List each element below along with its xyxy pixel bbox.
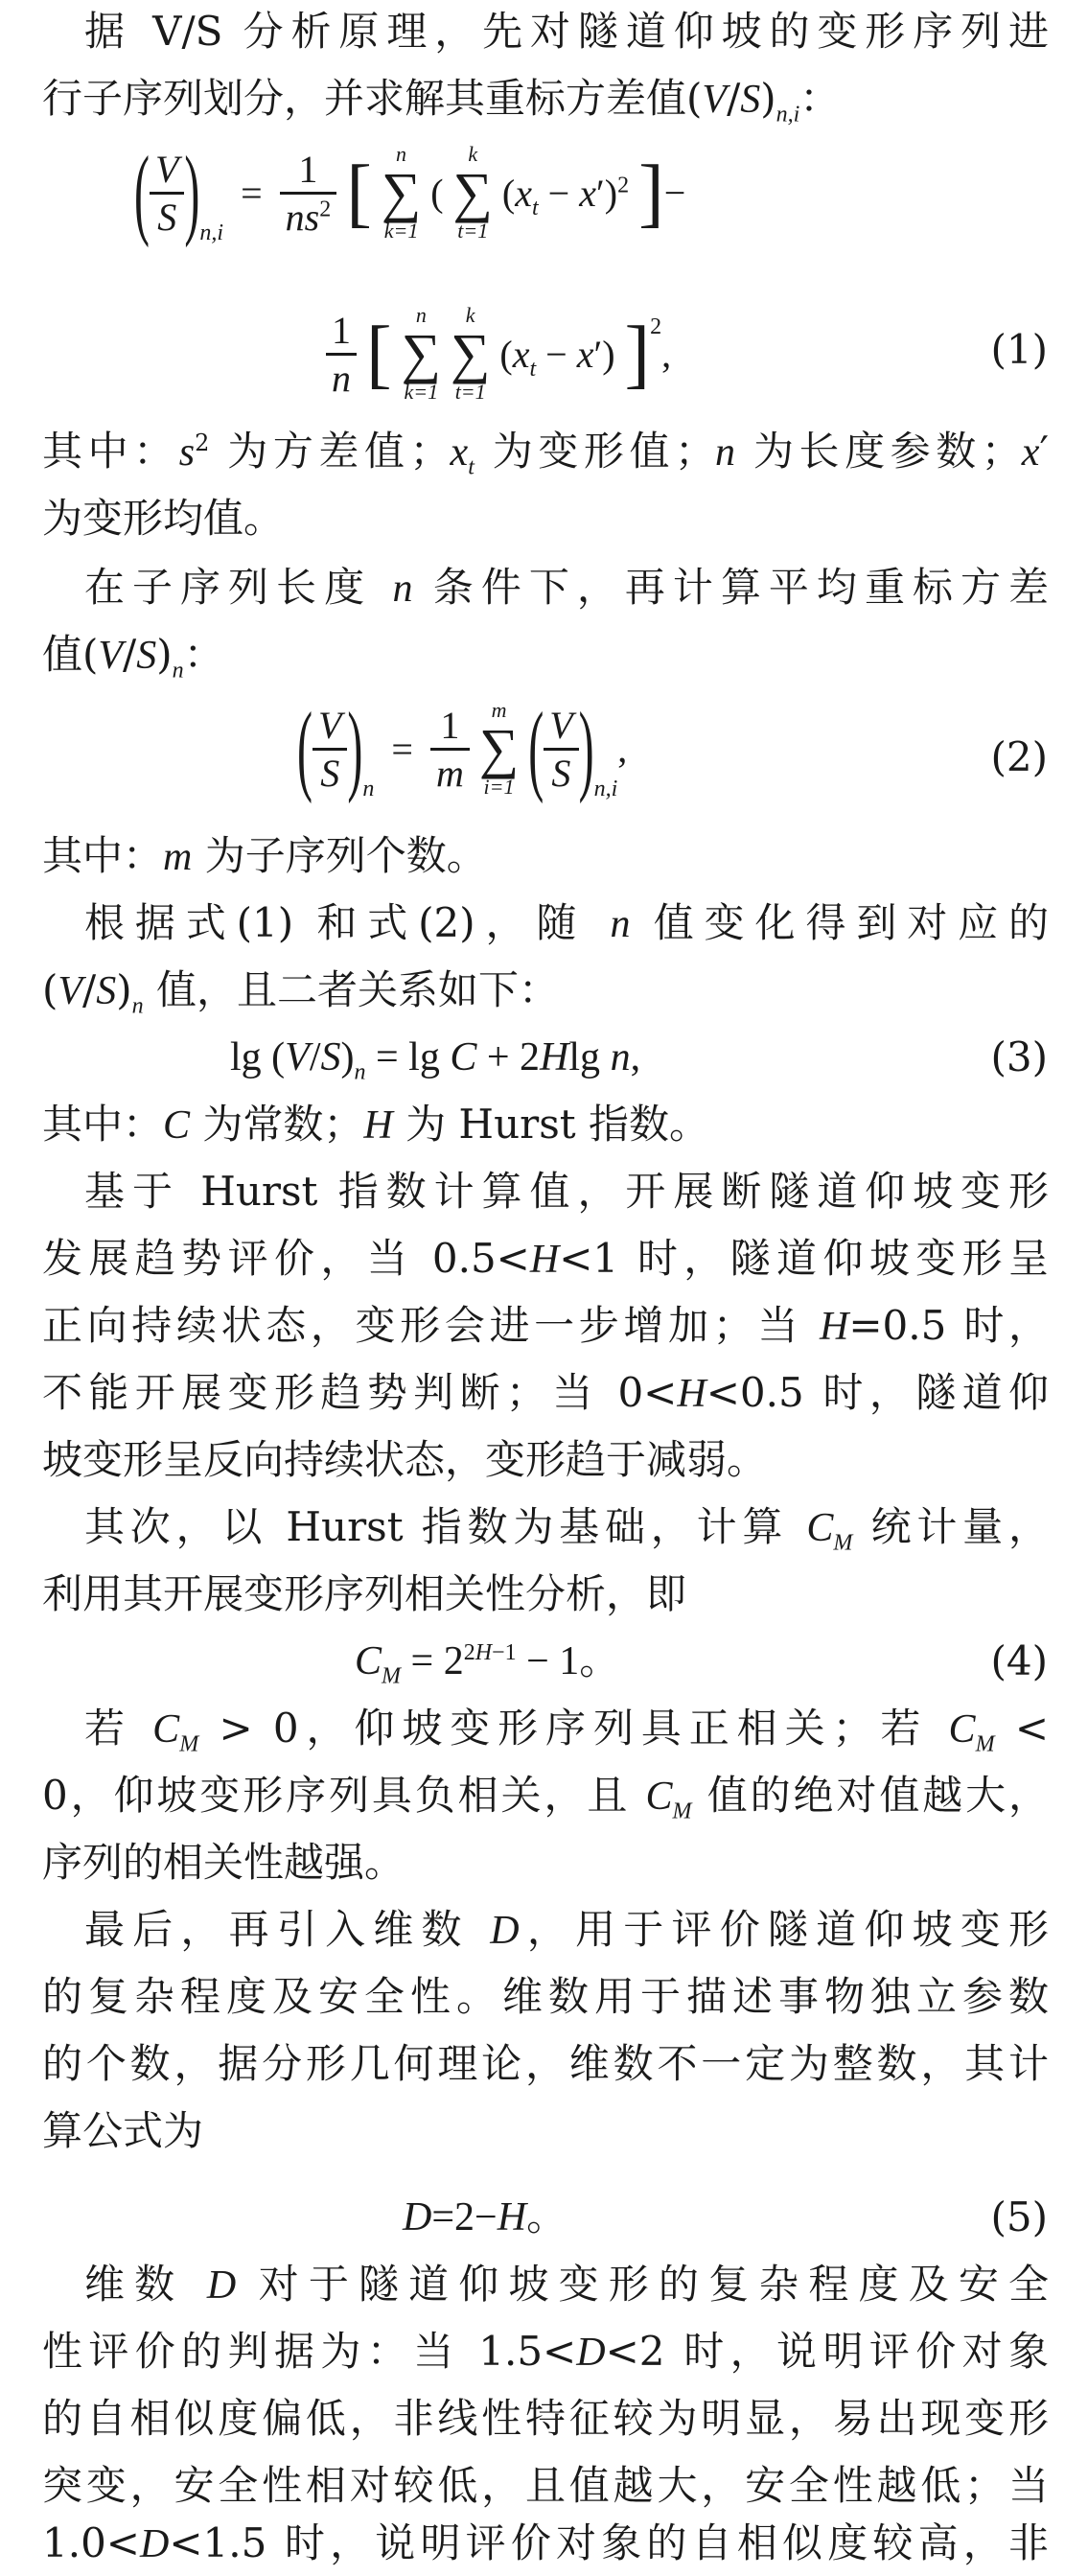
text-line: 根据式(1) 和式(2)，随 n 值变化得到对应的 [84,899,1049,946]
equation-number: (1) [990,326,1048,373]
text-line: 0，仰坡变形序列具负相关，且 $C_M$ 值的绝对值越大， [42,1772,1049,1824]
equation-number: (4) [990,1637,1048,1684]
text-line: 1.0<D<1.5 时，说明评价对象的自相似度较高，非 [42,2519,1049,2566]
subscript: n,i [775,102,800,128]
text-line: 性评价的判据为：当 1.5<D<2 时，说明评价对象 [42,2328,1050,2375]
text-line: 其中：$s^2$ 为方差值；$x_t$ 为变形值；n 为长度参数；x′ [42,428,1049,480]
text-span: 行子序列划分，并求解其重标方差值 [42,75,687,122]
text-line: 值$(V/S)_n$： [42,631,224,684]
text-line: 基于 Hurst 指数计算值，开展断隧道仰坡变形 [84,1168,1049,1215]
text-line: 其中：m 为子序列个数。 [42,832,487,879]
text-line: 的个数，据分形几何理论，维数不一定为整数，其计 [42,2040,1049,2087]
text-line: 发展趋势评价，当 0.5<H<1 时，隧道仰坡变形呈 [42,1235,1050,1282]
text-line: 正向持续状态，变形会进一步增加；当 H=0.5 时， [42,1302,1049,1349]
text-line: 利用其开展变形序列相关性分析，即 [42,1570,687,1617]
text-span: ： [799,75,841,122]
text-line: 不能开展变形趋势判断；当 0<H<0.5 时，隧道仰 [42,1369,1049,1416]
text-line: 据 V/S 分析原理，先对隧道仰坡的变形序列进 [84,8,1049,55]
text-line: 坡变形呈反向持续状态，变形趋于减弱。 [42,1436,768,1483]
equation-3: $\lg (V/S)_n = \lg C + 2Hlg$ n, [230,1035,641,1085]
equation-4: $C_M = 2^{2H-1} - 1$。 [355,1639,620,1689]
text-line: 的自相似度偏低，非线性特征较为明显，易出现变形 [42,2395,1049,2442]
equation-5: D=2−H。 [403,2195,567,2239]
text-line: 其中：C 为常数；H 为 Hurst 指数。 [42,1101,709,1148]
text-line: 算公式为 [42,2107,204,2154]
equation-number: (5) [990,2193,1048,2240]
text-line: 在子序列长度 n 条件下，再计算平均重标方差 [84,564,1049,611]
equation-1-line-2: $\frac{1}{n}$ [ n ∑ k=1 k ∑ t=1 $(x_t - x')$ ]$^2$, [326,305,671,403]
text-line: 若 $C_M > 0$，仰坡变形序列具正相关；若 $C_M$ < [84,1705,1050,1757]
text-line: 为变形均值。 [42,495,285,542]
text-line: 突变，安全性相对较低，且值越大，安全性越低；当 [42,2462,1049,2509]
equation-2: ( $\frac{V}{S}$ )$_n$ = $\frac{1}{m}$ m ∑ i=1 ( $\frac{V}{S}$ )$_{n,i}$, [297,692,628,805]
text-line: 序列的相关性越强。 [42,1839,405,1886]
equation-number: (3) [990,1033,1048,1080]
text-line: 的复杂程度及安全性。维数用于描述事物独立参数 [42,1973,1049,2020]
text-line: 其次，以 Hurst 指数为基础，计算 $C_M$ 统计量， [84,1503,1049,1556]
text-line: $(V/S)_n$ 值，且二者关系如下： [42,966,559,1019]
text-line: 最后，再引入维数 D，用于评价隧道仰坡变形 [84,1906,1049,1953]
equation-number: (2) [990,733,1048,780]
equation-1-line-1: ( $\frac{V}{S}$ )$_{n,i}$ = $\frac{1}{ns^2}$ [ n ∑ k=1 ( k ∑ t=1 $(x_t - x')^2$ ]− [134,136,686,249]
text-line: 维数 D 对于隧道仰坡变形的复杂程度及安全 [84,2261,1049,2308]
text-line: 行子序列划分，并求解其重标方差值$(V/S)_{n,i}$： [42,75,841,128]
